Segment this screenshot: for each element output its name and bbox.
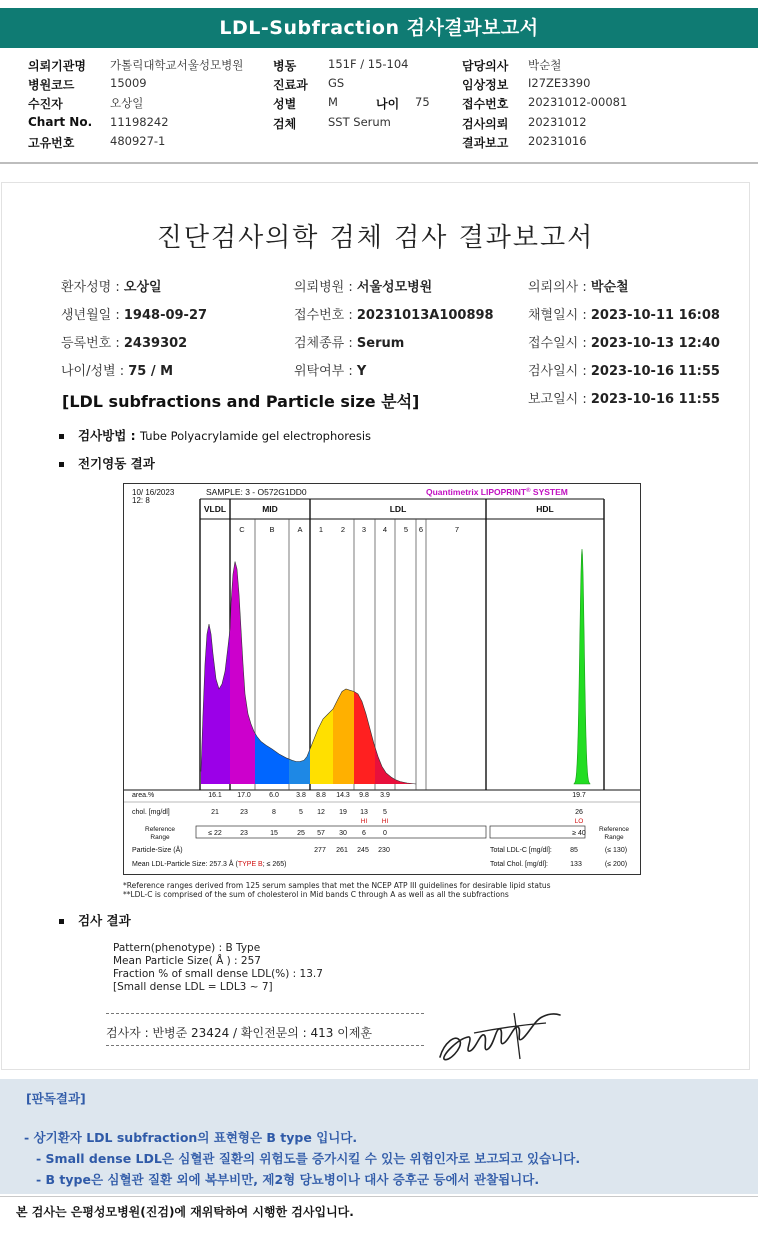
chart-time: 12: 8 — [132, 496, 150, 505]
header-value: 11198242 — [110, 115, 169, 129]
chol-value: 26 — [575, 809, 583, 816]
handwritten-signature — [434, 1003, 564, 1069]
header-value: M — [328, 95, 338, 109]
field-test-time: 검사일시 : 2023-10-16 11:55 — [528, 364, 720, 379]
result-text — [113, 942, 323, 994]
chart-group-label: MID — [262, 504, 278, 514]
header-label: 담당의사 — [462, 59, 509, 73]
lipoprint-svg — [124, 484, 640, 874]
chart-band-fill-ldl3 — [354, 692, 375, 785]
chart-hdl-peak — [574, 549, 590, 784]
chart-band-label: 6 — [418, 525, 424, 534]
chart-band-fill-vldl — [201, 624, 230, 784]
header-label: 나이 — [376, 97, 400, 111]
chart-band-fill-c — [230, 562, 255, 785]
chart-band-label: 5 — [403, 525, 409, 534]
total-chol-label: Total Chol. [mg/dl]: — [490, 861, 548, 868]
ref-label: Range — [150, 834, 170, 841]
chart-group-label: VLDL — [203, 504, 227, 514]
ref-value: 0 — [383, 830, 387, 837]
electrophoresis-heading: 전기영동 결과 — [59, 454, 155, 472]
field-patient-name: 환자성명 : 오상일 — [61, 280, 162, 295]
total-chol-ref: (≤ 200) — [604, 861, 628, 868]
chol-value: 8 — [272, 809, 276, 816]
chart-notes — [123, 881, 551, 899]
chart-band-fill-ldl1 — [310, 709, 333, 784]
header-value: 151F / 15-104 — [328, 57, 409, 71]
area-value: 9.8 — [359, 792, 369, 799]
ref-value-hdl: ≥ 40 — [572, 830, 586, 837]
field-registration-no: 등록번호 : 2439302 — [61, 336, 188, 351]
chart-band-label: C — [239, 525, 245, 534]
header-value: 오상일 — [110, 96, 144, 110]
chol-value: 23 — [240, 809, 248, 816]
field-accession-no: 접수번호 : 20231013A100898 — [294, 308, 494, 323]
particle-size-value: 230 — [378, 847, 390, 854]
chart-group-label: HDL — [536, 504, 554, 514]
ref-value: ≤ 22 — [208, 830, 222, 837]
interpretation-panel — [0, 1079, 758, 1194]
field-requesting-hospital: 의뢰병원 : 서울성모병원 — [294, 280, 433, 295]
signature-divider — [106, 1013, 424, 1014]
report-banner-title: LDL-Subfraction 검사결과보고서 — [0, 8, 758, 48]
section-heading: [LDL subfractions and Particle size 분석] — [62, 392, 420, 411]
note-line: *Reference ranges derived from 125 serum samples that met the NCEP ATP III guidelines for desirable lipid status — [123, 881, 551, 890]
particle-size-value: 245 — [357, 847, 369, 854]
header-info — [0, 50, 758, 156]
particle-size-label: Particle-Size (Å) — [132, 847, 183, 854]
ref-value: 57 — [317, 830, 325, 837]
chart-sample: SAMPLE: 3 - O572G1DD0 — [206, 487, 307, 497]
interpretation-line: - B type은 심혈관 질환 외에 복부비만, 제2형 당뇨병이나 대사 증후군 등에서 관찰됩니다. — [36, 1172, 540, 1187]
footer-divider — [0, 1196, 758, 1197]
chart-brand: Quantimetrix LIPOPRINT® SYSTEM — [426, 487, 568, 497]
field-outsourced: 위탁여부 : Y — [294, 364, 367, 379]
ref-range-box-hdl — [490, 826, 585, 838]
area-value: 17.0 — [237, 792, 251, 799]
chol-value: 5 — [383, 809, 387, 816]
chart-band-fill-ldl4 — [375, 747, 416, 784]
interpretation-line: - Small dense LDL은 심혈관 질환의 위험도를 증가시킬 수 있는 위험인자로 보고되고 있습니다. — [36, 1151, 581, 1166]
signature-text: 검사자 : 반병준 23424 / 확인전문의 : 413 이제훈 — [106, 1026, 373, 1040]
header-value: GS — [328, 76, 345, 90]
particle-size-value: 277 — [314, 847, 326, 854]
area-value: 6.0 — [269, 792, 279, 799]
chart-band-label: B — [269, 525, 275, 534]
area-value: 19.7 — [572, 792, 586, 799]
header-value: 20231016 — [528, 134, 587, 148]
mean-ldl-size: Mean LDL-Particle Size: 257.3 Å (TYPE B; ≤ 265) — [132, 861, 287, 868]
total-chol-value: 133 — [570, 861, 582, 868]
chart-band-label: 2 — [340, 525, 346, 534]
header-value: SST Serum — [328, 115, 391, 129]
result-line: Pattern(phenotype) : B Type — [113, 942, 261, 954]
chart-band-label: 7 — [454, 525, 460, 534]
ref-value: 6 — [362, 830, 366, 837]
ref-label: Reference — [145, 826, 175, 833]
header-label: 접수번호 — [462, 97, 509, 111]
chart-group-label: LDL — [389, 504, 407, 514]
header-label: Chart No. — [28, 115, 93, 129]
total-ldl-value: 85 — [570, 847, 578, 854]
ref-value: 25 — [297, 830, 305, 837]
field-collection-time: 채혈일시 : 2023-10-11 16:08 — [528, 308, 720, 323]
ref-value: 30 — [339, 830, 347, 837]
ref-value: 23 — [240, 830, 248, 837]
header-label: 검체 — [273, 117, 297, 131]
result-heading: 검사 결과 — [59, 911, 131, 929]
chart-band-label: A — [297, 525, 303, 534]
chart-band-label: 4 — [382, 525, 388, 534]
total-ldl-label: Total LDL-C [mg/dl]: — [490, 847, 552, 854]
header-label: 결과보고 — [462, 136, 509, 150]
header-value: I27ZE3390 — [528, 76, 591, 90]
header-label: 수진자 — [28, 97, 63, 111]
chart-band-label: 3 — [361, 525, 367, 534]
footer-note: 본 검사는 은평성모병원(진검)에 재위탁하여 시행한 검사입니다. — [16, 1205, 354, 1219]
result-line: [Small dense LDL = LDL3 ~ 7] — [113, 981, 273, 993]
field-report-time: 보고일시 : 2023-10-16 11:55 — [528, 392, 720, 407]
note-line: **LDL-C is comprised of the sum of cholesterol in Mid bands C through A as well as all the subfractions — [123, 890, 509, 899]
area-value: 16.1 — [208, 792, 222, 799]
method-line: 검사방법 : Tube Polyacrylamide gel electrophoresis — [59, 426, 371, 444]
result-line: Mean Particle Size( Å ) : 257 — [113, 955, 261, 967]
ref-value: 15 — [270, 830, 278, 837]
header-label: 진료과 — [273, 78, 308, 92]
interpretation-line: - 상기환자 LDL subfraction의 표현형은 B type 입니다. — [24, 1130, 358, 1145]
header-label: 임상정보 — [462, 78, 509, 92]
header-label: 성별 — [273, 97, 297, 111]
header-label: 의뢰기관명 — [28, 59, 86, 73]
chol-value: 21 — [211, 809, 219, 816]
result-line: Fraction % of small dense LDL(%) : 13.7 — [113, 968, 323, 980]
area-value: 8.8 — [316, 792, 326, 799]
signature-divider — [106, 1045, 424, 1046]
ref-label: Range — [604, 834, 624, 841]
field-requesting-doctor: 의뢰의사 : 박순철 — [528, 280, 629, 295]
chart-date: 10/ 16/2023 — [132, 488, 175, 497]
header-value: 75 — [415, 95, 430, 109]
chol-value: 5 — [299, 809, 303, 816]
header-value: 15009 — [110, 76, 147, 90]
area-value: 14.3 — [336, 792, 350, 799]
header-label: 검사의뢰 — [462, 117, 509, 131]
header-label: 병동 — [273, 59, 297, 73]
chol-value: 12 — [317, 809, 325, 816]
area-value: 3.9 — [380, 792, 390, 799]
flag-hi: HI — [360, 818, 368, 825]
interpretation-title: [판독결과] — [26, 1091, 86, 1106]
chart-band-fill-a — [289, 749, 310, 784]
header-label: 병원코드 — [28, 78, 75, 92]
header-value: 20231012 — [528, 115, 587, 129]
chol-label: chol. [mg/dl] — [132, 809, 170, 816]
chol-value: 19 — [339, 809, 347, 816]
lipoprint-chart — [123, 483, 641, 875]
flag-lo: LO — [574, 818, 584, 825]
header-value: 가톨릭대학교서울성모병원 — [110, 58, 244, 72]
field-specimen-type: 검체종류 : Serum — [294, 336, 405, 351]
header-value: 480927-1 — [110, 134, 166, 148]
field-age-sex: 나이/성별 : 75 / M — [61, 364, 174, 379]
header-divider — [0, 162, 758, 164]
area-label: area.% — [132, 792, 155, 799]
particle-size-value: 261 — [336, 847, 348, 854]
report-title: 진단검사의학 검체 검사 결과보고서 — [156, 223, 595, 253]
field-birth-date: 생년월일 : 1948-09-27 — [61, 308, 208, 323]
field-receipt-time: 접수일시 : 2023-10-13 12:40 — [528, 336, 720, 351]
ref-label: Reference — [599, 826, 629, 833]
flag-hi: HI — [381, 818, 389, 825]
chol-value: 13 — [360, 809, 368, 816]
header-label: 고유번호 — [28, 136, 75, 150]
report-panel — [1, 182, 750, 1070]
header-value: 20231012-00081 — [528, 95, 628, 109]
header-value: 박순철 — [528, 58, 562, 72]
chart-band-label: 1 — [318, 525, 324, 534]
area-value: 3.8 — [296, 792, 306, 799]
total-ldl-ref: (≤ 130) — [604, 847, 628, 854]
